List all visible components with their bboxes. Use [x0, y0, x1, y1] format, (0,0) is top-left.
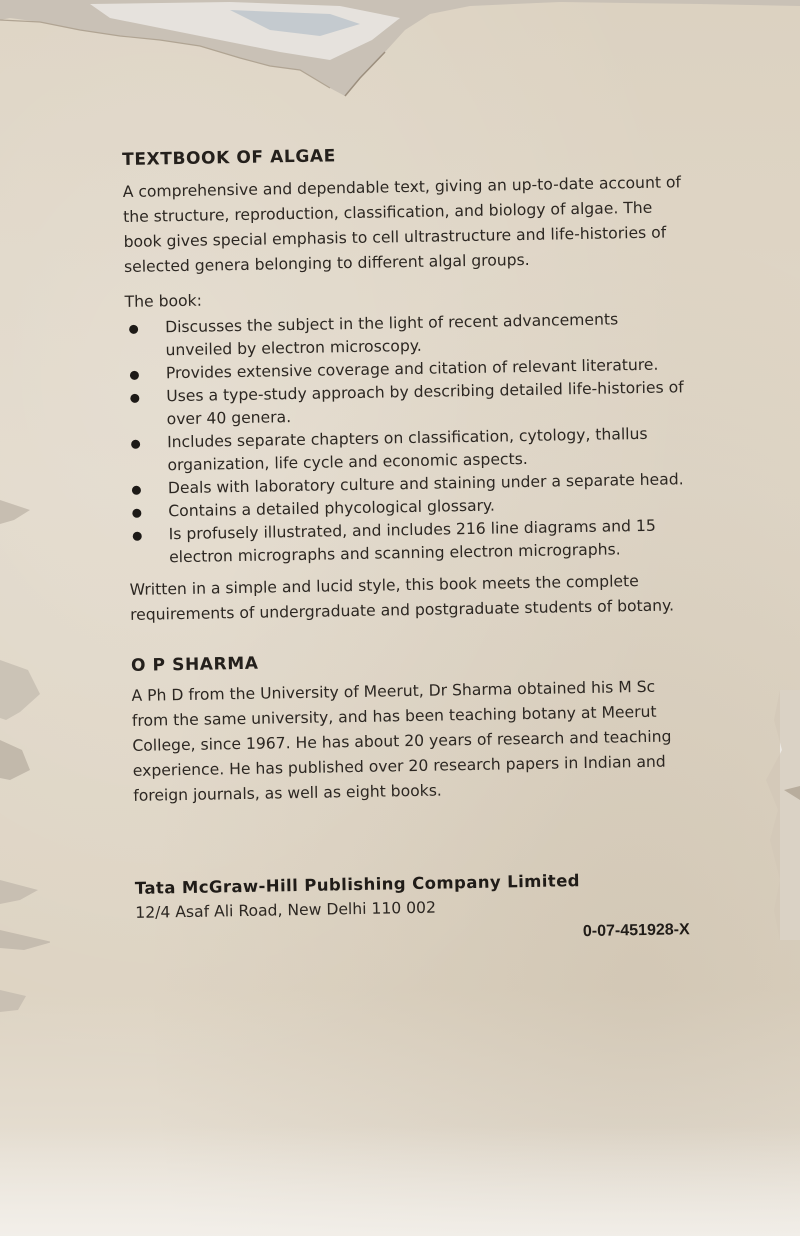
feature-item: Deals with laboratory culture and staining under a separate head.	[128, 468, 688, 501]
book-title: TEXTBOOK OF ALGAE	[122, 146, 337, 170]
features-intro: The book:	[124, 291, 203, 311]
bullet-icon	[129, 325, 138, 334]
feature-item: Includes separate chapters on classification, cytology, thallus organization, life cycle and economic aspects.	[127, 422, 688, 478]
feature-item: Uses a type-study approach by describing detailed life-histories of over 40 genera.	[126, 376, 687, 432]
bullet-icon	[131, 440, 140, 449]
cover-text	[122, 140, 696, 949]
book-description: A comprehensive and dependable text, giving an up-to-date account of the structure, reproduction, classification, and biology of algae. The book gives special emphasis to cell ultrastructure and life-histories of selected genera belonging to different algal groups.	[122, 173, 682, 276]
feature-item: Contains a detailed phycological glossary.	[128, 491, 688, 524]
faded-bottom-area	[0, 1126, 800, 1236]
feature-item: Provides extensive coverage and citation of relevant literature.	[126, 353, 686, 386]
bullet-icon	[133, 532, 142, 541]
feature-item: Discusses the subject in the light of recent advancements unveiled by electron microscopy.	[125, 307, 686, 363]
closing-statement: Written in a simple and lucid style, this book meets the complete requirements of undergraduate and postgraduate students of botany.	[129, 572, 675, 624]
features-list	[125, 307, 689, 570]
isbn: 0-07-451928-X	[582, 921, 690, 941]
bullet-icon	[132, 509, 141, 518]
author-name: O P SHARMA	[130, 653, 259, 676]
publisher-name: Tata McGraw-Hill Publishing Company Limited	[134, 871, 581, 898]
worn-edge-left	[0, 480, 50, 1040]
worn-edge-right	[760, 690, 800, 940]
author-bio: A Ph D from the University of Meerut, Dr Sharma obtained his M Sc from the same university, and has been teaching botany at Meerut College, since 1967. He has about 20 years of research and teaching experience. He has published over 20 research papers in Indian and foreign journals, as well as eight books.	[131, 677, 672, 805]
bullet-icon	[132, 486, 141, 495]
bullet-icon	[130, 394, 139, 403]
bullet-icon	[130, 371, 139, 380]
torn-paper-edge-top	[0, 0, 800, 110]
publisher-address: 12/4 Asaf Ali Road, New Delhi 110 002	[135, 898, 437, 922]
feature-item: Is profusely illustrated, and includes 216 line diagrams and 15 electron micrographs and scanning electron micrographs.	[129, 514, 690, 570]
